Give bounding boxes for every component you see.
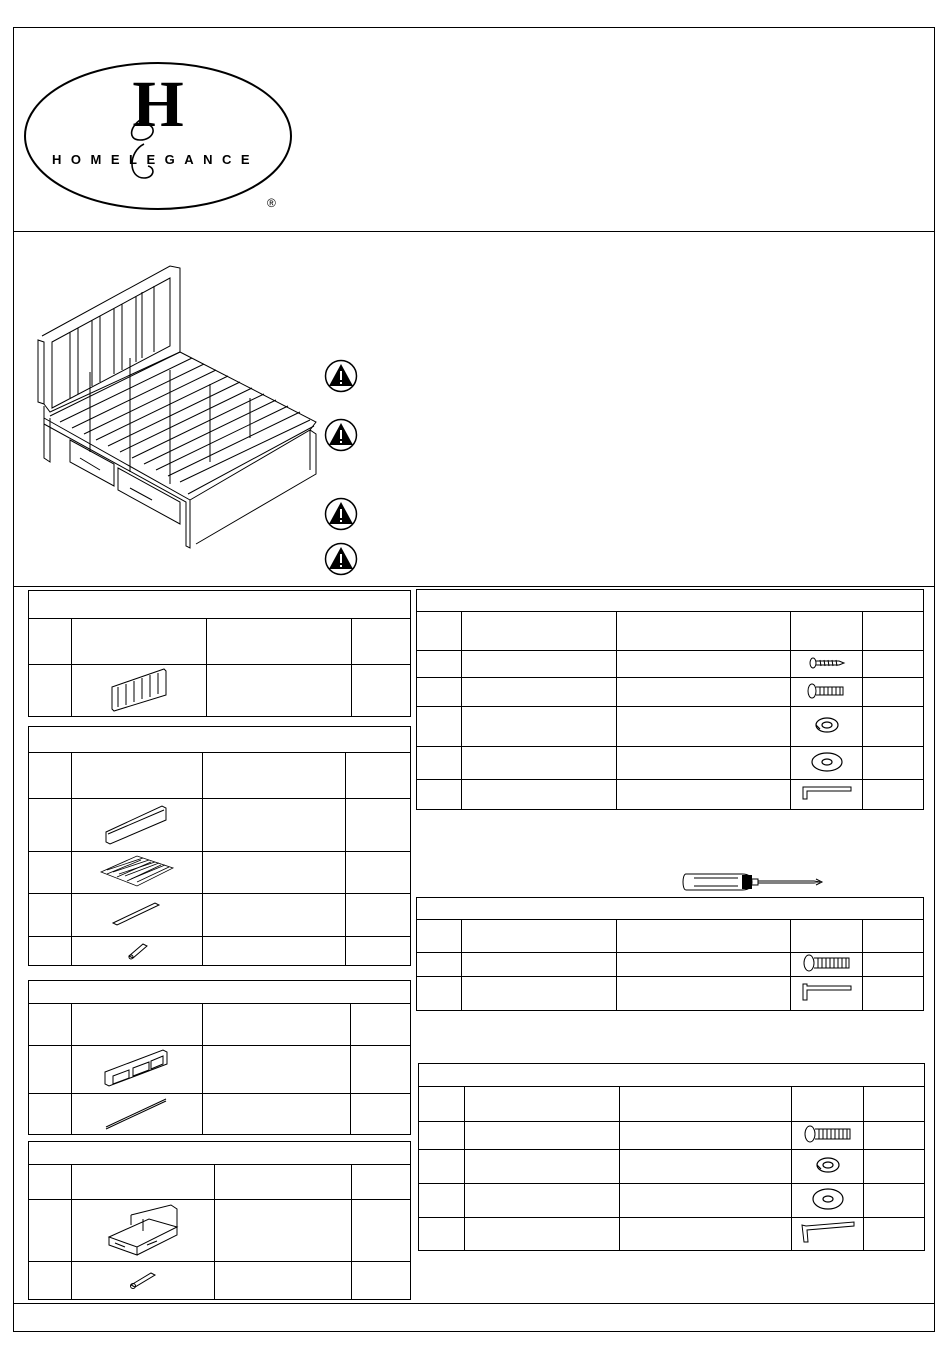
header-cell [417, 612, 462, 651]
flat-washer-icon [809, 750, 845, 774]
header-cell [203, 1004, 351, 1046]
table-row [417, 651, 924, 678]
footboard-rail-icon [102, 802, 172, 846]
table-row [417, 707, 924, 747]
table-row [29, 1046, 411, 1094]
table-title [419, 1064, 925, 1087]
part-image [72, 1094, 203, 1135]
part-image [72, 665, 207, 717]
header-cell [864, 1087, 925, 1122]
header-cell [29, 619, 72, 665]
table-row [29, 799, 411, 852]
header-cell [791, 612, 863, 651]
part-image [791, 780, 863, 810]
header-cell [620, 1087, 792, 1122]
lock-washer-icon [813, 1154, 843, 1176]
part-image [791, 651, 863, 678]
table-row [29, 1200, 411, 1262]
part-image [72, 1262, 215, 1300]
trademark-symbol: ® [267, 196, 276, 210]
support-rail-icon [107, 899, 167, 929]
table-row [29, 894, 411, 937]
warning-icon [324, 418, 358, 452]
logo-emblem [20, 60, 300, 215]
part-image [72, 1200, 215, 1262]
header-cell [792, 1087, 864, 1122]
header-cell [72, 1165, 215, 1200]
hardware-table-1 [416, 589, 924, 810]
header-cell [462, 920, 617, 953]
brand-logo [20, 60, 300, 215]
header-cell [72, 619, 207, 665]
header-cell [215, 1165, 352, 1200]
header-cell [617, 920, 791, 953]
siderail-parts-table [28, 980, 411, 1135]
header-cell [351, 1004, 411, 1046]
table-title [29, 727, 411, 753]
header-cell [203, 753, 346, 799]
header-cell [462, 612, 617, 651]
table-row [29, 1262, 411, 1300]
bolt-icon [802, 1124, 854, 1144]
header-cell [346, 753, 411, 799]
part-image [792, 1150, 864, 1184]
frame-parts-table [28, 726, 411, 966]
table-row [419, 1122, 925, 1150]
bed-illustration [30, 262, 330, 552]
table-row [29, 1094, 411, 1135]
lock-washer-icon [812, 714, 842, 736]
header-cell [352, 1165, 411, 1200]
table-row [419, 1184, 925, 1218]
table-row [417, 780, 924, 810]
table-row [29, 937, 411, 966]
header-cell [29, 753, 72, 799]
header-cell [863, 612, 924, 651]
screwdriver-icon [680, 870, 830, 894]
header-cell [352, 619, 411, 665]
side-rail-icon [101, 1046, 173, 1090]
table-title [417, 898, 924, 920]
table-title [417, 590, 924, 612]
warning-icon [324, 542, 358, 576]
headboard-parts-table [28, 590, 411, 717]
allen-key-icon [799, 981, 855, 1003]
table-title [29, 1142, 411, 1165]
table-row [417, 953, 924, 977]
hardware-table-3 [418, 1063, 925, 1251]
header-cell [419, 1087, 465, 1122]
header-cell [29, 1004, 72, 1046]
table-row [417, 977, 924, 1011]
drawer-parts-table [28, 1141, 411, 1300]
part-image [792, 1122, 864, 1150]
warning-icon [324, 359, 358, 393]
overview-divider [13, 586, 935, 587]
part-image [72, 894, 203, 937]
header-cell [72, 1004, 203, 1046]
header-cell [791, 920, 863, 953]
slat-roll-icon [97, 852, 177, 890]
table-row [419, 1218, 925, 1251]
header-cell [207, 619, 352, 665]
part-image [791, 747, 863, 780]
header-cell [29, 1165, 72, 1200]
footer-divider [13, 1303, 935, 1304]
header-cell [417, 920, 462, 953]
logo-brand-name: HOMELEGANCE [52, 152, 260, 167]
metal-rod-icon [102, 1095, 172, 1131]
table-title [29, 981, 411, 1004]
hardware-table-2 [416, 897, 924, 1011]
bolt-icon [801, 953, 853, 973]
part-image [791, 953, 863, 977]
part-image [72, 1046, 203, 1094]
header-cell [617, 612, 791, 651]
part-image [791, 707, 863, 747]
part-image [791, 678, 863, 707]
support-leg-icon [117, 938, 157, 962]
header-divider [13, 231, 935, 232]
header-cell [465, 1087, 620, 1122]
flat-washer-icon [810, 1186, 846, 1212]
drawer-icon [103, 1201, 183, 1257]
part-image [72, 799, 203, 852]
logo-monogram: H [132, 68, 184, 141]
header-cell [72, 753, 203, 799]
headboard-icon [104, 665, 174, 713]
part-image [72, 937, 203, 966]
warning-icon [324, 497, 358, 531]
table-row [417, 747, 924, 780]
table-row [417, 678, 924, 707]
part-image [792, 1218, 864, 1251]
table-row [29, 665, 411, 717]
drawer-leg-icon [121, 1265, 165, 1293]
table-row [419, 1150, 925, 1184]
part-image [791, 977, 863, 1011]
wood-screw-icon [807, 655, 847, 671]
table-title [29, 591, 411, 619]
allen-key-icon [799, 784, 855, 802]
part-image [792, 1184, 864, 1218]
part-image [72, 852, 203, 894]
table-row [29, 852, 411, 894]
bolt-icon [805, 682, 849, 700]
header-cell [863, 920, 924, 953]
allen-key-icon [798, 1220, 858, 1246]
